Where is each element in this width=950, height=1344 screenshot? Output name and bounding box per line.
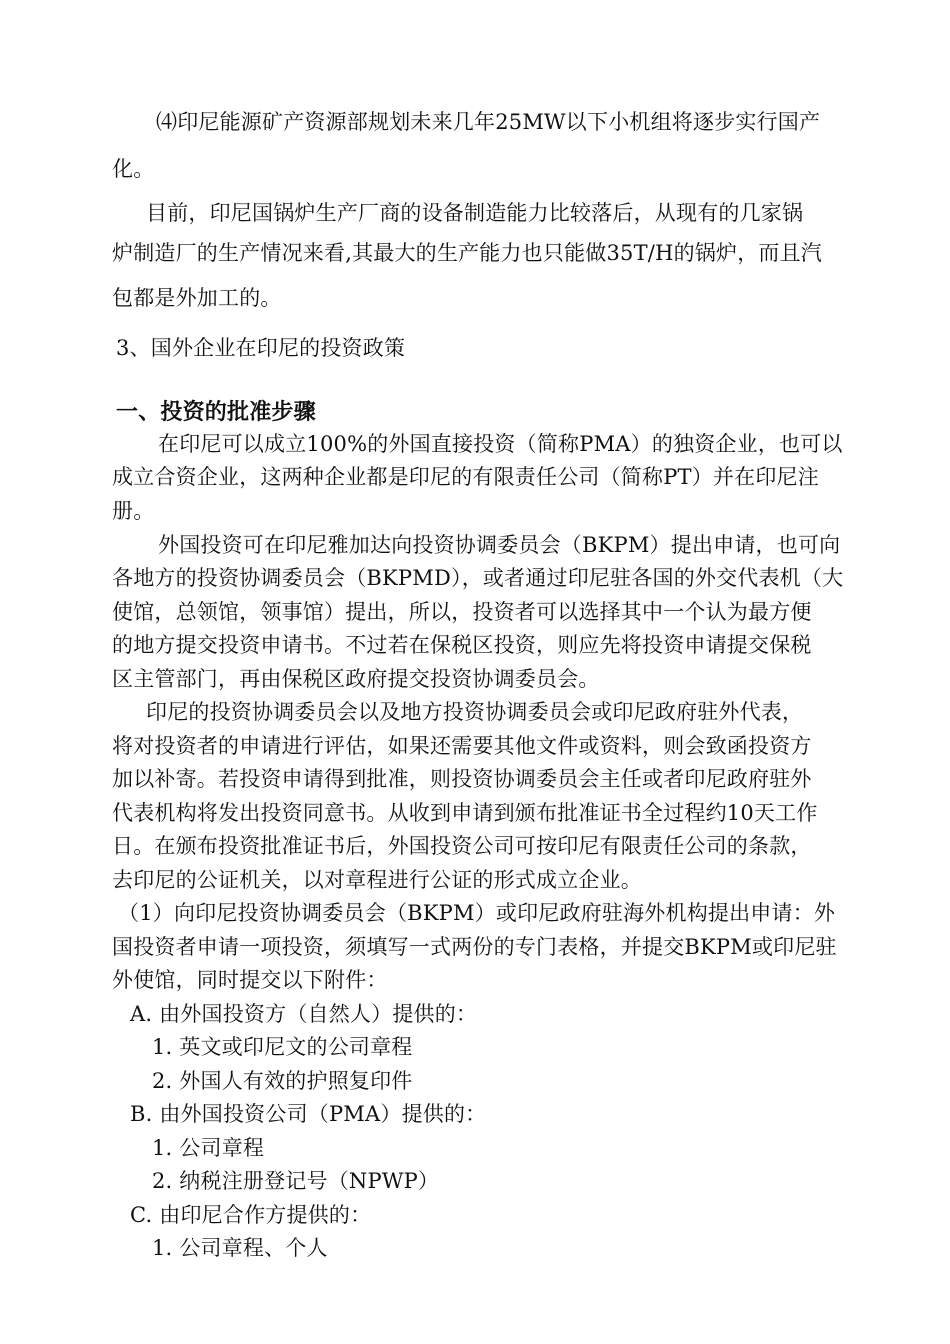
list-b-title: B. 由外国投资公司（PMA）提供的： bbox=[130, 1102, 487, 1126]
para1-line-2: 化。 bbox=[112, 157, 155, 181]
para5-line-4: 代表机构将发出投资同意书。从收到申请到颁布批准证书全过程约10天工作 bbox=[112, 801, 818, 825]
list-b-item-2: 2. 纳税注册登记号（NPWP） bbox=[152, 1169, 440, 1193]
para6-line-2: 国投资者申请一项投资，须填写一式两份的专门表格，并提交BKPM或印尼驻 bbox=[112, 935, 837, 959]
list-b-item-1: 1. 公司章程 bbox=[152, 1136, 265, 1160]
para1-line-1: ⑷印尼能源矿产资源部规划未来几年25MW以下小机组将逐步实行国产 bbox=[156, 110, 821, 134]
para6-line-3: 外使馆，同时提交以下附件： bbox=[112, 968, 388, 992]
para5-line-3: 加以补寄。若投资申请得到批准，则投资协调委员会主任或者印尼政府驻外 bbox=[112, 767, 812, 791]
para3-line-3: 册。 bbox=[112, 499, 155, 523]
para3-line-1: 在印尼可以成立100%的外国直接投资（简称PMA）的独资企业，也可以 bbox=[158, 432, 843, 456]
para2-line-2: 炉制造厂的生产情况来看,其最大的生产能力也只能做35T/H的锅炉，而且汽 bbox=[112, 241, 822, 265]
list-a-title: A. 由外国投资方（自然人）提供的： bbox=[130, 1002, 478, 1026]
para6-line-1: （1）向印尼投资协调委员会（BKPM）或印尼政府驻海外机构提出申请：外 bbox=[118, 901, 836, 925]
section-heading: 一、投资的批准步骤 bbox=[116, 400, 316, 425]
para5-line-6: 去印尼的公证机关，以对章程进行公证的形式成立企业。 bbox=[112, 868, 642, 892]
para3-line-2: 成立合资企业，这两种企业都是印尼的有限责任公司（简称PT）并在印尼注 bbox=[112, 465, 819, 489]
list-a-item-2: 2. 外国人有效的护照复印件 bbox=[152, 1069, 413, 1093]
para4-line-3: 使馆，总领馆，领事馆）提出，所以，投资者可以选择其中一个认为最方便 bbox=[112, 600, 812, 624]
section-3-title: 3、国外企业在印尼的投资政策 bbox=[116, 336, 406, 360]
list-c-title: C. 由印尼合作方提供的： bbox=[130, 1203, 372, 1227]
para4-line-5: 区主管部门，再由保税区政府提交投资协调委员会。 bbox=[112, 667, 600, 691]
para2-line-3: 包都是外加工的。 bbox=[112, 286, 282, 310]
list-a-item-1: 1. 英文或印尼文的公司章程 bbox=[152, 1035, 413, 1059]
list-c-item-1: 1. 公司章程、个人 bbox=[152, 1236, 328, 1260]
para5-line-1: 印尼的投资协调委员会以及地方投资协调委员会或印尼政府驻外代表， bbox=[146, 700, 804, 724]
para2-line-1: 目前，印尼国锅炉生产厂商的设备制造能力比较落后，从现有的几家锅 bbox=[146, 201, 804, 225]
para4-line-2: 各地方的投资协调委员会（BKPMD），或者通过印尼驻各国的外交代表机（大 bbox=[112, 566, 844, 590]
para4-line-1: 外国投资可在印尼雅加达向投资协调委员会（BKPM）提出申请，也可向 bbox=[158, 533, 841, 557]
para4-line-4: 的地方提交投资申请书。不过若在保税区投资，则应先将投资申请提交保税 bbox=[112, 633, 812, 657]
para5-line-5: 日。在颁布投资批准证书后，外国投资公司可按印尼有限责任公司的条款， bbox=[112, 834, 812, 858]
para5-line-2: 将对投资者的申请进行评估，如果还需要其他文件或资料，则会致函投资方 bbox=[112, 734, 812, 758]
